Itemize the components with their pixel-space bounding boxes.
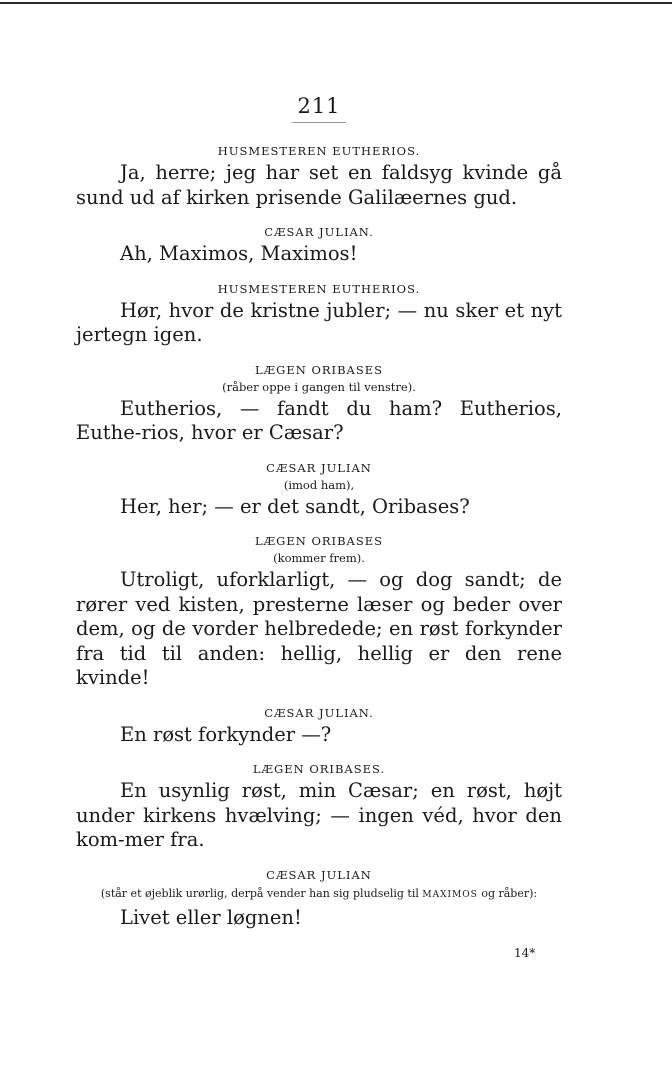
dialogue-block — [76, 362, 562, 446]
speaker-name: CÆSAR JULIAN — [266, 460, 372, 475]
speaker-name: LÆGEN ORIBASES — [255, 534, 383, 548]
speaker-name: HUSMESTEREN EUTHERIOS. — [217, 281, 421, 296]
top-edge-rule — [0, 2, 672, 4]
page-number: 211 — [297, 94, 341, 118]
speech-text: Livet eller løgnen! — [120, 905, 302, 929]
speech-text: Eutherios, — fandt du ham? Eutherios, Euthe-rios, hvor er Cæsar? — [76, 396, 562, 444]
dialogue-block — [76, 705, 562, 748]
speaker-name: CÆSAR JULIAN. — [264, 225, 374, 239]
speaker-name: LÆGEN ORIBASES. — [252, 762, 386, 776]
dialogue-block — [76, 867, 562, 931]
stage-direction-text: og råber): — [477, 886, 538, 900]
character-name-small-caps: MAXIMOS — [422, 889, 478, 900]
page-number-rule — [292, 122, 346, 123]
speech-text: Utroligt, uforklarligt, — og dog sandt; de rører ved kisten, presterne læser og beder over dem, og de vorder helbredede; en røst forkynder fra tid til anden: hellig, hellig er den rene kvinde! — [76, 568, 562, 689]
speech-text: Ah, Maximos, Maximos! — [120, 242, 358, 265]
dialogue-block — [76, 460, 562, 520]
dialogue-block — [76, 224, 562, 267]
speech-text: Her, her; — er det sandt, Oribases? — [120, 494, 470, 518]
speaker-name: CÆSAR JULIAN. — [264, 705, 374, 720]
speech-text: Ja, herre; jeg har set en faldsyg kvinde gå sund ud af kirken prisende Galilæernes gud. — [76, 161, 562, 209]
dialogue-block — [76, 143, 562, 210]
speaker-name: HUSMESTEREN EUTHERIOS. — [217, 144, 421, 158]
speaker-name: LÆGEN ORIBASES — [255, 362, 383, 377]
dialogue-block — [76, 761, 562, 853]
book-page — [76, 94, 562, 944]
speech-text: En usynlig røst, min Cæsar; en røst, højt under kirkens hvælving; — ingen véd, hvor den kom-mer fra. — [76, 779, 562, 851]
dialogue-block — [76, 281, 562, 348]
dialogue-block — [76, 533, 562, 691]
speech-text: En røst forkynder —? — [120, 722, 332, 746]
stage-direction-text: (står et øjeblik urørlig, derpå vender han sig pludselig til — [100, 886, 423, 900]
stage-direction — [76, 885, 562, 904]
stage-direction: (imod ham), — [283, 477, 355, 492]
printer-signature-mark: 14* — [514, 946, 536, 960]
speaker-name: CÆSAR JULIAN — [266, 867, 372, 882]
speech-text: Hør, hvor de kristne jubler; — nu sker et nyt jertegn igen. — [76, 298, 562, 346]
stage-direction: (kommer frem). — [273, 551, 365, 565]
stage-direction: (råber oppe i gangen til venstre). — [222, 379, 416, 394]
